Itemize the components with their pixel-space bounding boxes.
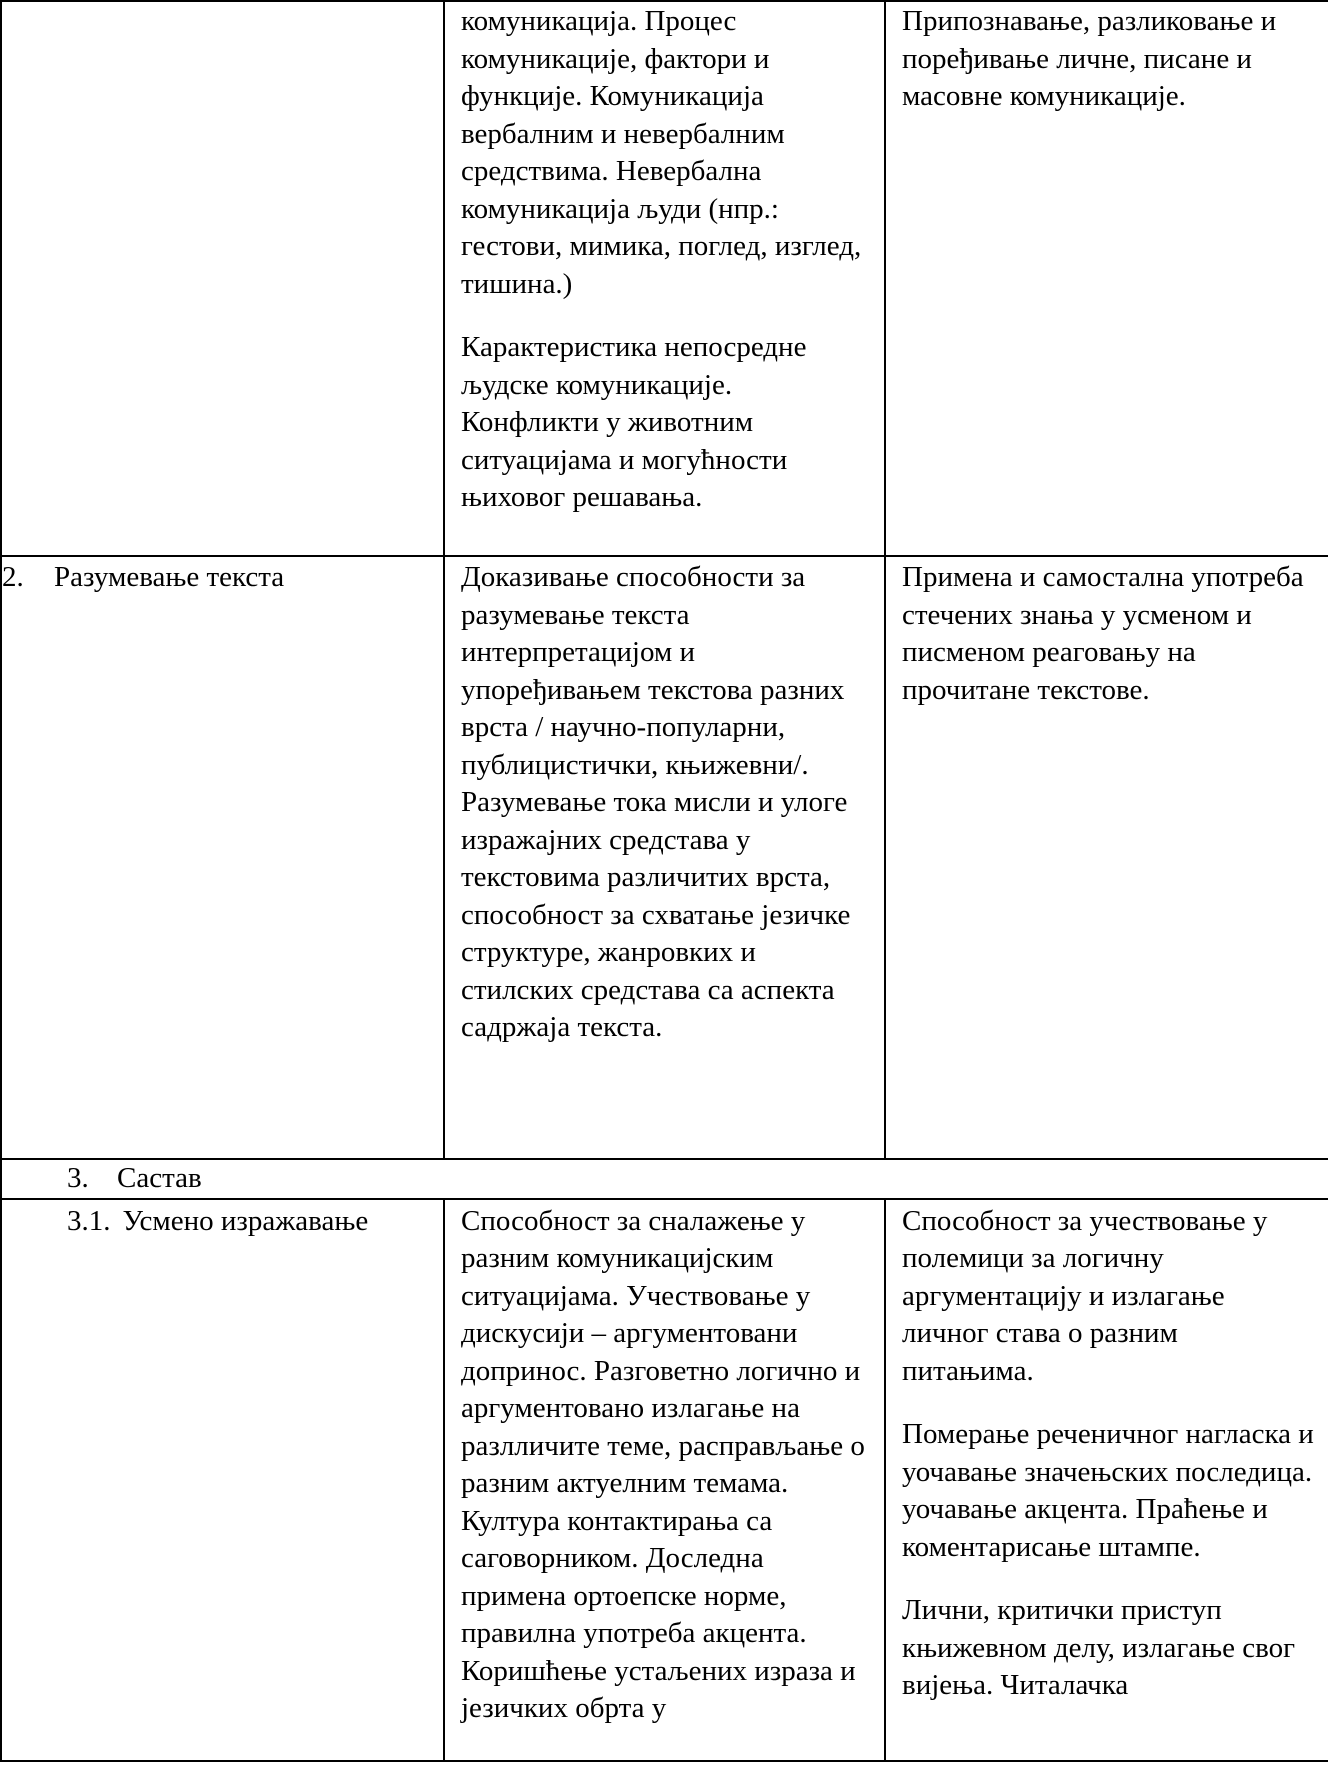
topic-cell <box>1 1 444 556</box>
content-cell <box>444 556 885 1159</box>
outcome-paragraph: Способност за учествовање у полемици за логичну аргументацију и излагање личног става о разним питањима. <box>902 1204 1268 1387</box>
section-heading-cell <box>1 1159 1328 1199</box>
section-title: Састав <box>117 1162 202 1194</box>
section-row <box>1 1159 1328 1199</box>
content-paragraph: комуникација. Процес комуникације, фактори и функције. Комуникација вербалним и невербалним средствима. Невербална комуникација људи (нпр.: гестови, мимика, поглед, изглед, тишина.) <box>461 5 862 300</box>
outcome-paragraph: Примена и самостална употреба стечених знања у усменом и писменом реаговању на прочитане текстове. <box>902 561 1304 706</box>
outcome-paragraph: Померање реченичног нагласка и уочавање значењских последица. уочавање акцента. Праћење и коментарисање штампе. <box>902 1418 1314 1563</box>
table-row <box>1 1 1328 556</box>
content-paragraph: Способност за сналажење у разним комуникацијским ситуацијама. Учествовање у дискусији – аргументовани допринос. Разговетно логично и аргументовано излагање на разлличите теме, расправљање о разним актуелним темама. Култура контактирања са саговорником. Доследна примена ортоепске норме, правилна употреба акцента. Коришћење устаљених израза и језичких обрта у <box>461 1204 865 1724</box>
content-cell <box>444 1 885 556</box>
table-row <box>1 556 1328 1159</box>
topic-cell <box>1 1199 444 1761</box>
subtopic-number: 3.1. <box>67 1204 111 1237</box>
table-row <box>1 1199 1328 1761</box>
outcomes-cell <box>885 1199 1328 1761</box>
topic-number: 2. <box>2 561 24 593</box>
section-number: 3. <box>67 1162 89 1194</box>
outcomes-cell <box>885 556 1328 1159</box>
outcome-paragraph: Припознавање, разликовање и поређивање личне, писане и масовне комуникације. <box>902 5 1277 112</box>
topic-cell <box>1 556 444 1159</box>
topic-label: Разумевање текста <box>54 561 285 593</box>
outcomes-cell <box>885 1 1328 556</box>
subtopic-label: Усмено изражавање <box>122 1204 369 1237</box>
content-paragraph: Карактеристика непосредне људске комуникације. Конфликти у животним ситуацијама и могућности њиховог решавања. <box>461 331 807 513</box>
content-paragraph: Доказивање способности за разумевање текста интерпретацијом и упоређивањем текстова разних врста / научно-популарни, публицистички, књижевни/. Разумевање тока мисли и улоге изражајних средстава у текстовима различитих врста, способност за схватање језичке структуре, жанровких и стилских средстава са аспекта садржаја текста. <box>461 561 851 1043</box>
content-cell <box>444 1199 885 1761</box>
outcome-paragraph: Лични, критички приступ књижевном делу, излагање свог вијења. Читалачка <box>902 1594 1296 1701</box>
